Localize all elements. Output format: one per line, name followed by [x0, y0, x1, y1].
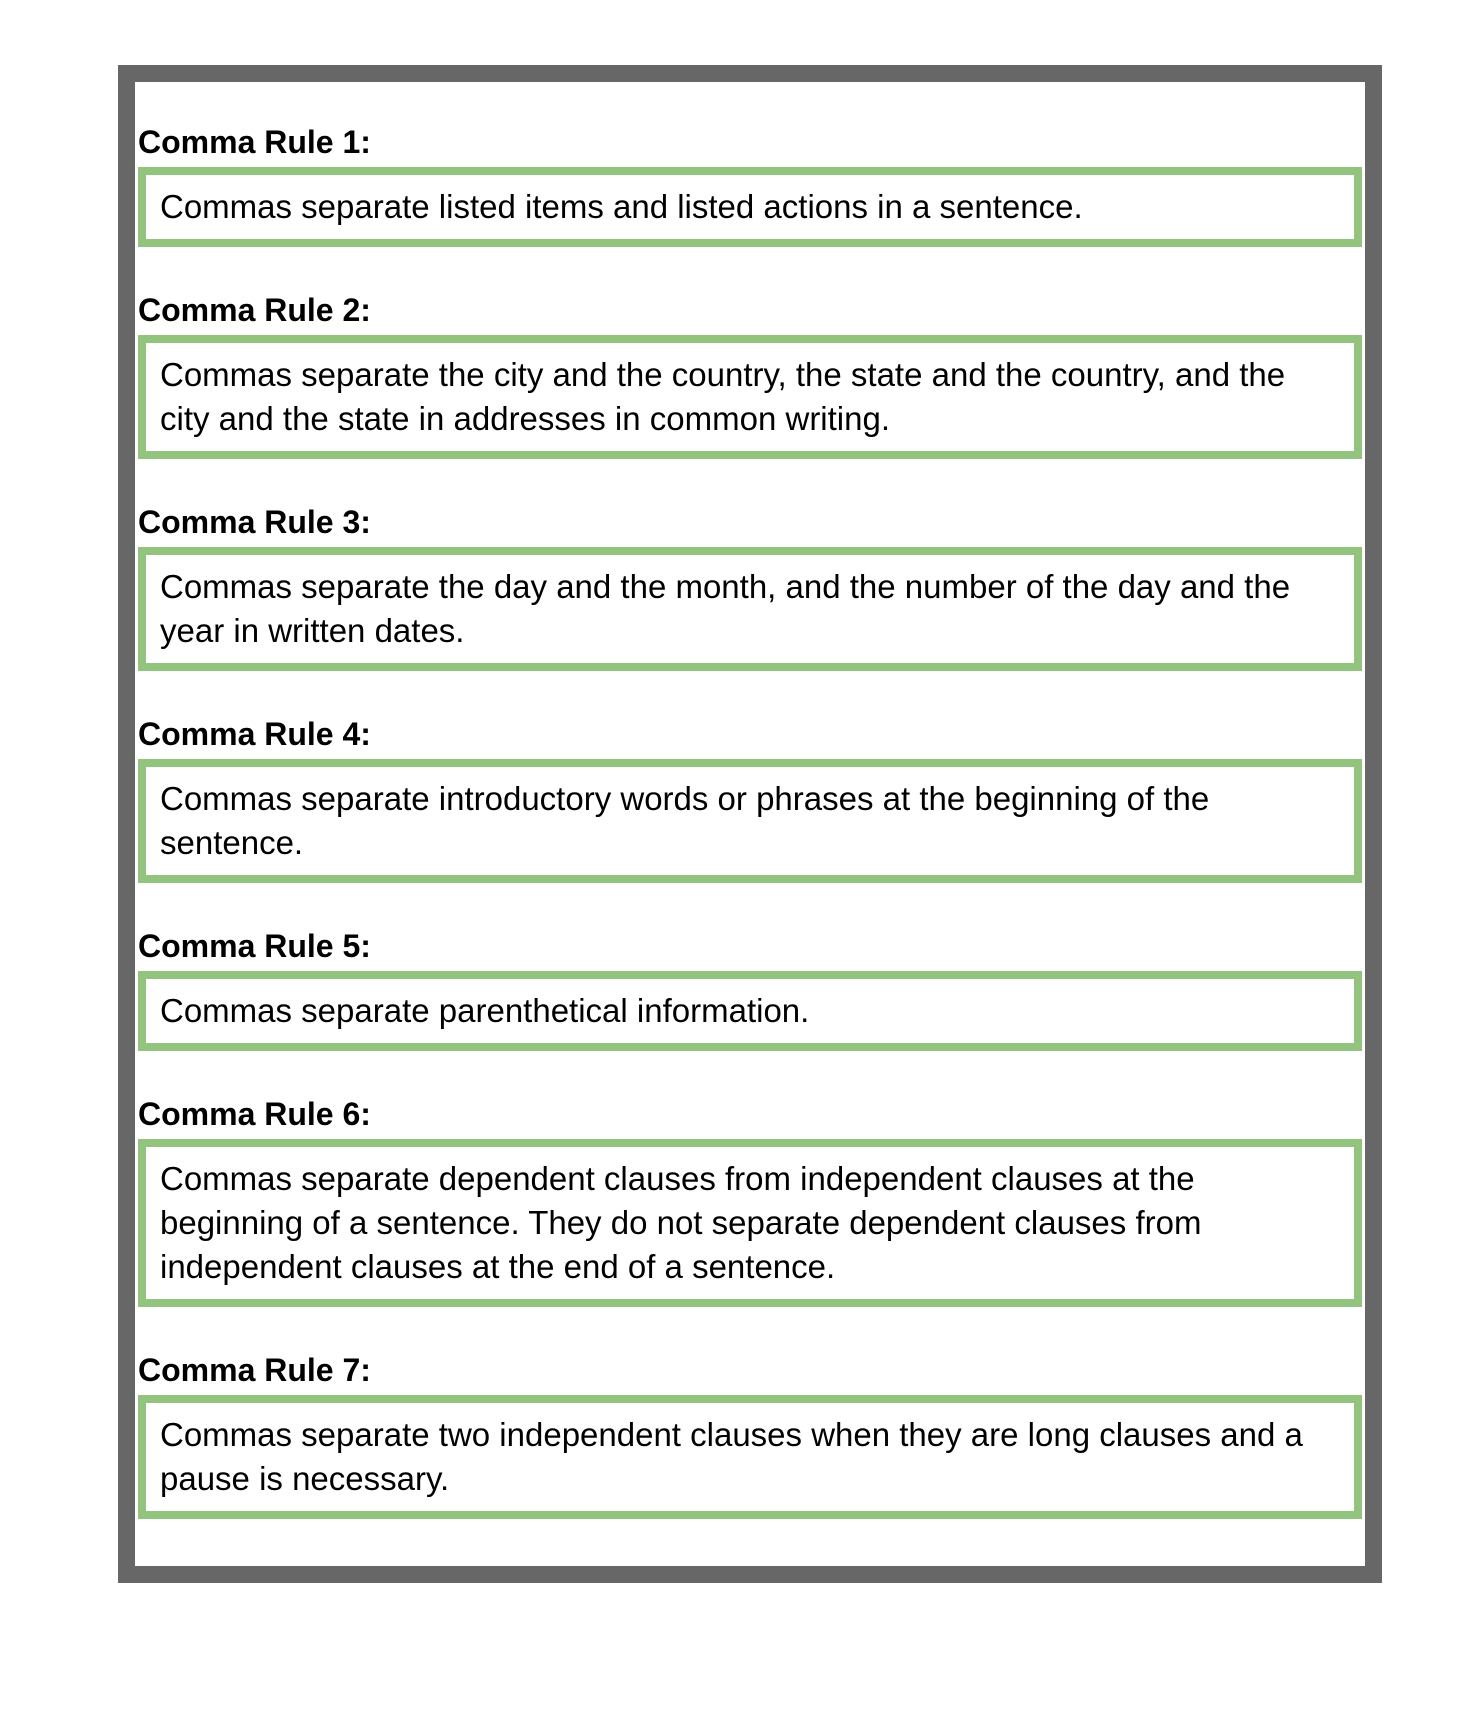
rule-box-5	[138, 971, 1362, 1051]
rule-heading-4: Comma Rule 4:	[138, 716, 371, 752]
comma-rule-section-2	[138, 292, 1362, 459]
rule-box-7	[138, 1395, 1362, 1519]
worksheet-frame	[118, 65, 1382, 1583]
rule-text-1: Commas separate listed items and listed actions in a sentence.	[160, 188, 1083, 225]
rule-box-4	[138, 759, 1362, 883]
rule-text-2: Commas separate the city and the country, the state and the country, and the city and the state in addresses in common writing.	[160, 356, 1286, 437]
rule-box-1	[138, 167, 1362, 247]
comma-rule-section-3	[138, 504, 1362, 671]
comma-rule-section-7	[138, 1352, 1362, 1519]
rule-text-7: Commas separate two independent clauses when they are long clauses and a pause is necessary.	[160, 1416, 1303, 1497]
comma-rule-section-1	[138, 124, 1362, 247]
rule-text-4: Commas separate introductory words or phrases at the beginning of the sentence.	[160, 780, 1210, 861]
rule-heading-2: Comma Rule 2:	[138, 292, 371, 328]
rule-text-5: Commas separate parenthetical information.	[160, 992, 810, 1029]
comma-rules-list	[135, 82, 1365, 1519]
comma-rule-section-4	[138, 716, 1362, 883]
rule-heading-6: Comma Rule 6:	[138, 1096, 371, 1132]
rule-text-6: Commas separate dependent clauses from independent clauses at the beginning of a sentence. They do not separate dependent clauses from independent clauses at the end of a sentence.	[160, 1160, 1202, 1285]
comma-rule-section-6	[138, 1096, 1362, 1307]
rule-heading-3: Comma Rule 3:	[138, 504, 371, 540]
comma-rule-section-5	[138, 928, 1362, 1051]
rule-heading-7: Comma Rule 7:	[138, 1352, 371, 1388]
rule-text-3: Commas separate the day and the month, and the number of the day and the year in written dates.	[160, 568, 1291, 649]
rule-box-3	[138, 547, 1362, 671]
rule-box-2	[138, 335, 1362, 459]
rule-heading-5: Comma Rule 5:	[138, 928, 371, 964]
rule-heading-1: Comma Rule 1:	[138, 124, 371, 160]
rule-box-6	[138, 1139, 1362, 1307]
